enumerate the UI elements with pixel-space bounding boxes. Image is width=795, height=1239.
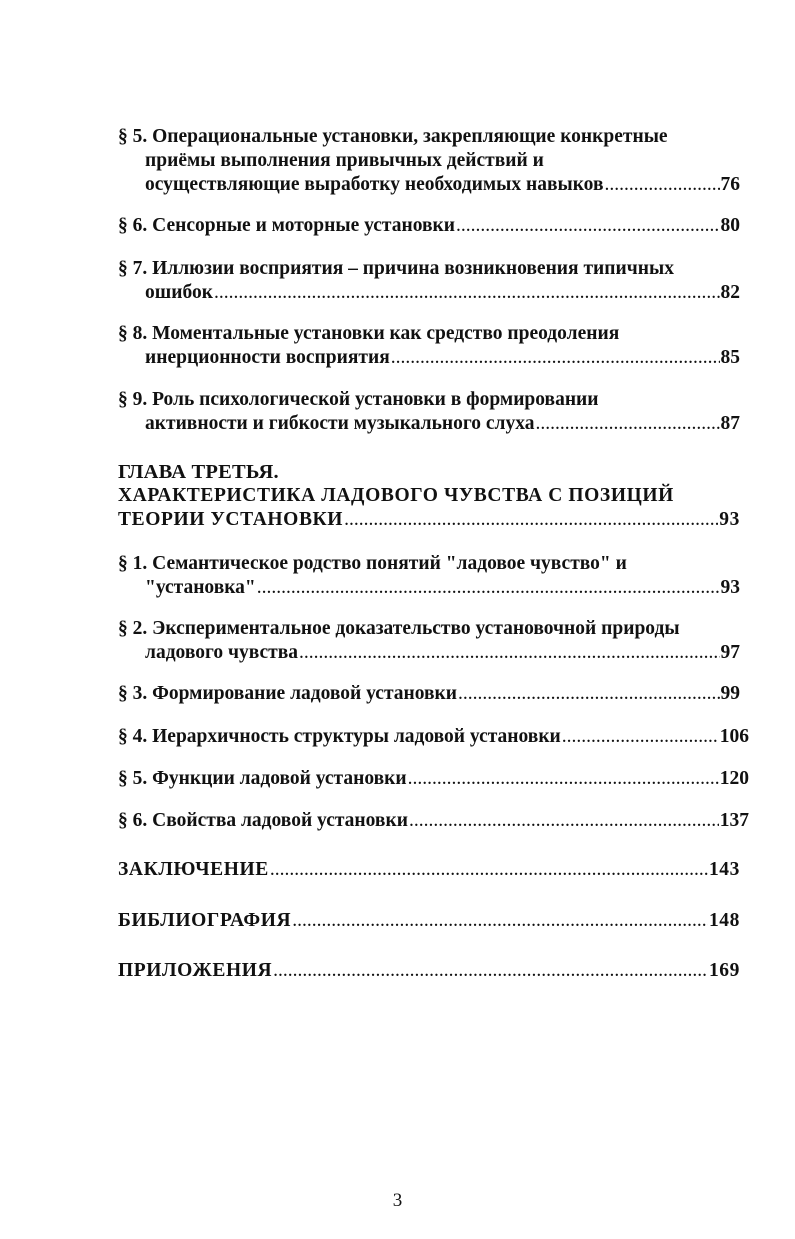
toc-entry-title: ЗАКЛЮЧЕНИЕ [118, 859, 269, 880]
toc-page-number: 93 [719, 509, 740, 530]
toc-page-number: 143 [708, 859, 740, 880]
dot-leader [407, 767, 719, 791]
toc-page-number: 97 [720, 642, 740, 663]
toc-entry-line: § 1. Семантическое родство понятий "ладовое чувство" и [118, 553, 627, 574]
dot-leader [213, 281, 720, 305]
toc-page-number: 120 [719, 768, 749, 789]
toc-entry-title: § 5. Функции ладовой установки [118, 768, 407, 789]
toc-entry-ch2-s6 [118, 214, 740, 238]
dot-leader [269, 858, 708, 882]
toc-entry-leader-line [118, 682, 740, 706]
toc-entry-title: § 3. Формирование ладовой установки [118, 683, 458, 704]
dot-leader [408, 809, 719, 833]
toc-entry-title: ПРИЛОЖЕНИЯ [118, 960, 273, 981]
dot-leader [291, 909, 708, 933]
toc-page-number: 148 [708, 910, 740, 931]
toc-entry-leader-line [118, 346, 740, 370]
toc-entry-title: БИБЛИОГРАФИЯ [118, 910, 292, 931]
toc-entry-title: "установка" [145, 577, 256, 598]
toc-page-number: 137 [719, 810, 749, 831]
toc-entry-ch2-s5 [118, 125, 740, 197]
toc-page-number: 85 [720, 347, 740, 368]
toc-entry-leader-line [118, 508, 740, 532]
toc-entry-line: § 8. Моментальные установки как средство преодоления [118, 323, 620, 344]
toc-entry-ch3-s4 [118, 725, 749, 749]
toc-entry-line: § 9. Роль психологической установки в формировании [118, 389, 599, 410]
toc-page-number: 76 [720, 174, 740, 195]
toc-entry-leader-line [118, 725, 749, 749]
toc-entry-line: приёмы выполнения привычных действий и [145, 150, 544, 171]
toc-entry-line: § 7. Иллюзии восприятия – причина возникновения типичных [118, 258, 674, 279]
toc-entry-ch2-s9 [118, 388, 740, 436]
toc-entry-ch3-s3 [118, 682, 740, 706]
toc-entry-leader-line [118, 809, 749, 833]
toc-entry-title: ТЕОРИИ УСТАНОВКИ [118, 509, 344, 530]
toc-entry-ch2-s7 [118, 257, 740, 305]
toc-page-number: 169 [708, 960, 740, 981]
toc-entry-leader-line [118, 858, 740, 882]
toc-entry-title: активности и гибкости музыкального слуха [145, 413, 535, 434]
toc-entry-title: ошибок [145, 282, 213, 303]
toc-page-number: 87 [720, 413, 740, 434]
toc-entry-ch3-s5 [118, 767, 749, 791]
toc-entry-leader-line [118, 281, 740, 305]
dot-leader [343, 508, 718, 532]
chapter-title-line: ХАРАКТЕРИСТИКА ЛАДОВОГО ЧУВСТВА С ПОЗИЦИЙ [118, 485, 674, 506]
toc-entry-title: ладового чувства [145, 642, 298, 663]
toc-entry-chapter-3 [118, 460, 740, 532]
toc-page-number: 106 [719, 726, 749, 747]
toc-entry-leader-line [118, 412, 740, 436]
toc-entry-leader-line [118, 214, 740, 238]
dot-leader [272, 959, 708, 983]
dot-leader [603, 173, 719, 197]
toc-entry-title: § 6. Свойства ладовой установки [118, 810, 408, 831]
dot-leader [534, 412, 719, 436]
toc-entry-leader-line [118, 173, 740, 197]
toc-page-number: 82 [720, 282, 740, 303]
dot-leader [256, 576, 720, 600]
dot-leader [298, 641, 720, 665]
toc-entry-line: § 5. Операциональные установки, закрепляющие конкретные [118, 126, 668, 147]
toc-entry-appendices [118, 959, 740, 983]
dot-leader [561, 725, 719, 749]
toc-entry-leader-line [118, 641, 740, 665]
toc-page-number: 99 [720, 683, 740, 704]
toc-entry-leader-line [118, 576, 740, 600]
toc-entry-conclusion [118, 858, 740, 882]
toc-entry-title: инерционности восприятия [145, 347, 390, 368]
chapter-label: ГЛАВА ТРЕТЬЯ. [118, 461, 279, 483]
toc-entry-leader-line [118, 767, 749, 791]
dot-leader [455, 214, 720, 238]
toc-entry-title: § 6. Сенсорные и моторные установки [118, 215, 455, 236]
page-footer-number: 3 [392, 1190, 403, 1211]
dot-leader [390, 346, 720, 370]
toc-entry-ch3-s6 [118, 809, 749, 833]
toc-entry-ch2-s8 [118, 322, 740, 370]
toc-entry-title: § 4. Иерархичность структуры ладовой установки [118, 726, 561, 747]
toc-entry-ch3-s1 [118, 552, 740, 600]
toc-entry-leader-line [118, 909, 740, 933]
toc-page-number: 80 [720, 215, 740, 236]
toc-entry-line: § 2. Экспериментальное доказательство установочной природы [118, 618, 680, 639]
toc-entry-ch3-s2 [118, 617, 740, 665]
toc-entry-title: осуществляющие выработку необходимых навыков [145, 174, 604, 195]
toc-page-number: 93 [720, 577, 740, 598]
toc-entry-bibliography [118, 909, 740, 933]
toc-entry-leader-line [118, 959, 740, 983]
dot-leader [457, 682, 719, 706]
